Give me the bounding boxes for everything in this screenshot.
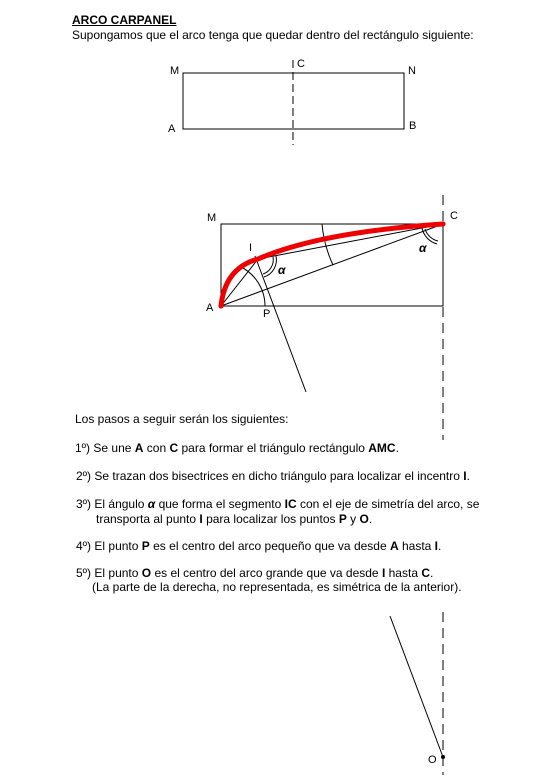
label-m-2: M: [207, 212, 217, 224]
step-1-point-a: A: [134, 441, 144, 455]
intro-text: Supongamos que el arco tenga que quedar dentro del rectángulo siguiente:: [72, 28, 474, 42]
step-3-text-d: transporta al punto: [96, 512, 200, 526]
step-3-text-g: .: [368, 512, 373, 526]
point-o: [441, 755, 445, 759]
step-4-point-i: I: [434, 539, 439, 553]
step-1-text-b: con: [143, 441, 170, 455]
step-1-triangle: AMC: [368, 441, 396, 455]
steps-intro: Los pasos a seguir serán los siguientes:: [75, 412, 289, 426]
label-alpha-i: α: [278, 263, 286, 277]
step-2-point-i: I: [463, 469, 467, 483]
label-m: M: [170, 65, 180, 77]
step-4-text-b: es el centro del arco pequeño que va desde: [149, 539, 390, 553]
step-4-number: 4º): [76, 539, 92, 553]
step-1-text-c: para formar el triángulo rectángulo: [178, 441, 369, 455]
step-2-text-a: Se trazan dos bisectrices en dicho triángulo para localizar el incentro: [94, 469, 464, 483]
step-5-point-c: C: [421, 566, 430, 580]
step-4-point-p: P: [141, 539, 150, 553]
step-5-text-b: es el centro del arco grande que va desde: [151, 566, 382, 580]
step-3-segment-ic: IC: [284, 497, 297, 511]
step-3-text-a: El ángulo: [94, 497, 148, 511]
label-c-2: C: [450, 210, 458, 222]
step-3-number: 3º): [76, 497, 92, 511]
line-to-o: [390, 616, 443, 757]
label-n: N: [408, 65, 416, 77]
label-b: B: [409, 120, 417, 132]
step-3-alpha: α: [147, 497, 156, 511]
step-5-number: 5º): [76, 566, 92, 580]
step-5-text-a: El punto: [94, 566, 142, 580]
label-p: P: [263, 308, 271, 320]
step-4-text-d: .: [438, 539, 442, 553]
step-5-text-c: hasta: [385, 566, 422, 580]
step-3-point-p: P: [338, 512, 347, 526]
step-3-text-e: para localizar los puntos: [202, 512, 339, 526]
step-5-text-d: .: [430, 566, 434, 580]
step-5-note: (La parte de la derecha, no representada, es simétrica de la anterior).: [92, 580, 462, 594]
step-2-number: 2º): [76, 469, 92, 483]
step-3-text-c: con el eje de simetría del arco, se: [296, 497, 480, 511]
step-4-point-a: A: [389, 539, 399, 553]
step-3-point-o: O: [359, 512, 369, 526]
step-3-point-i: I: [199, 512, 203, 526]
page-title: ARCO CARPANEL: [72, 13, 177, 27]
label-o: O: [428, 754, 437, 766]
label-i: I: [249, 242, 253, 254]
step-5-point-o: O: [141, 566, 152, 580]
step-1-text-d: .: [395, 441, 399, 455]
step-4-text-a: El punto: [94, 539, 142, 553]
step-3-text-b: que forma el segmento: [155, 497, 285, 511]
label-a-2: A: [206, 302, 214, 314]
label-c: C: [297, 58, 305, 70]
label-a: A: [168, 123, 176, 135]
step-2-text-b: .: [466, 469, 470, 483]
step-3-text-f: y: [346, 512, 360, 526]
step-5-point-i: I: [381, 566, 386, 580]
step-1-text-a: Se une: [93, 441, 135, 455]
step-1-number: 1º): [75, 441, 91, 455]
step-4-text-c: hasta: [398, 539, 435, 553]
label-alpha-c: α: [419, 241, 427, 255]
step-1-point-c: C: [169, 441, 179, 455]
